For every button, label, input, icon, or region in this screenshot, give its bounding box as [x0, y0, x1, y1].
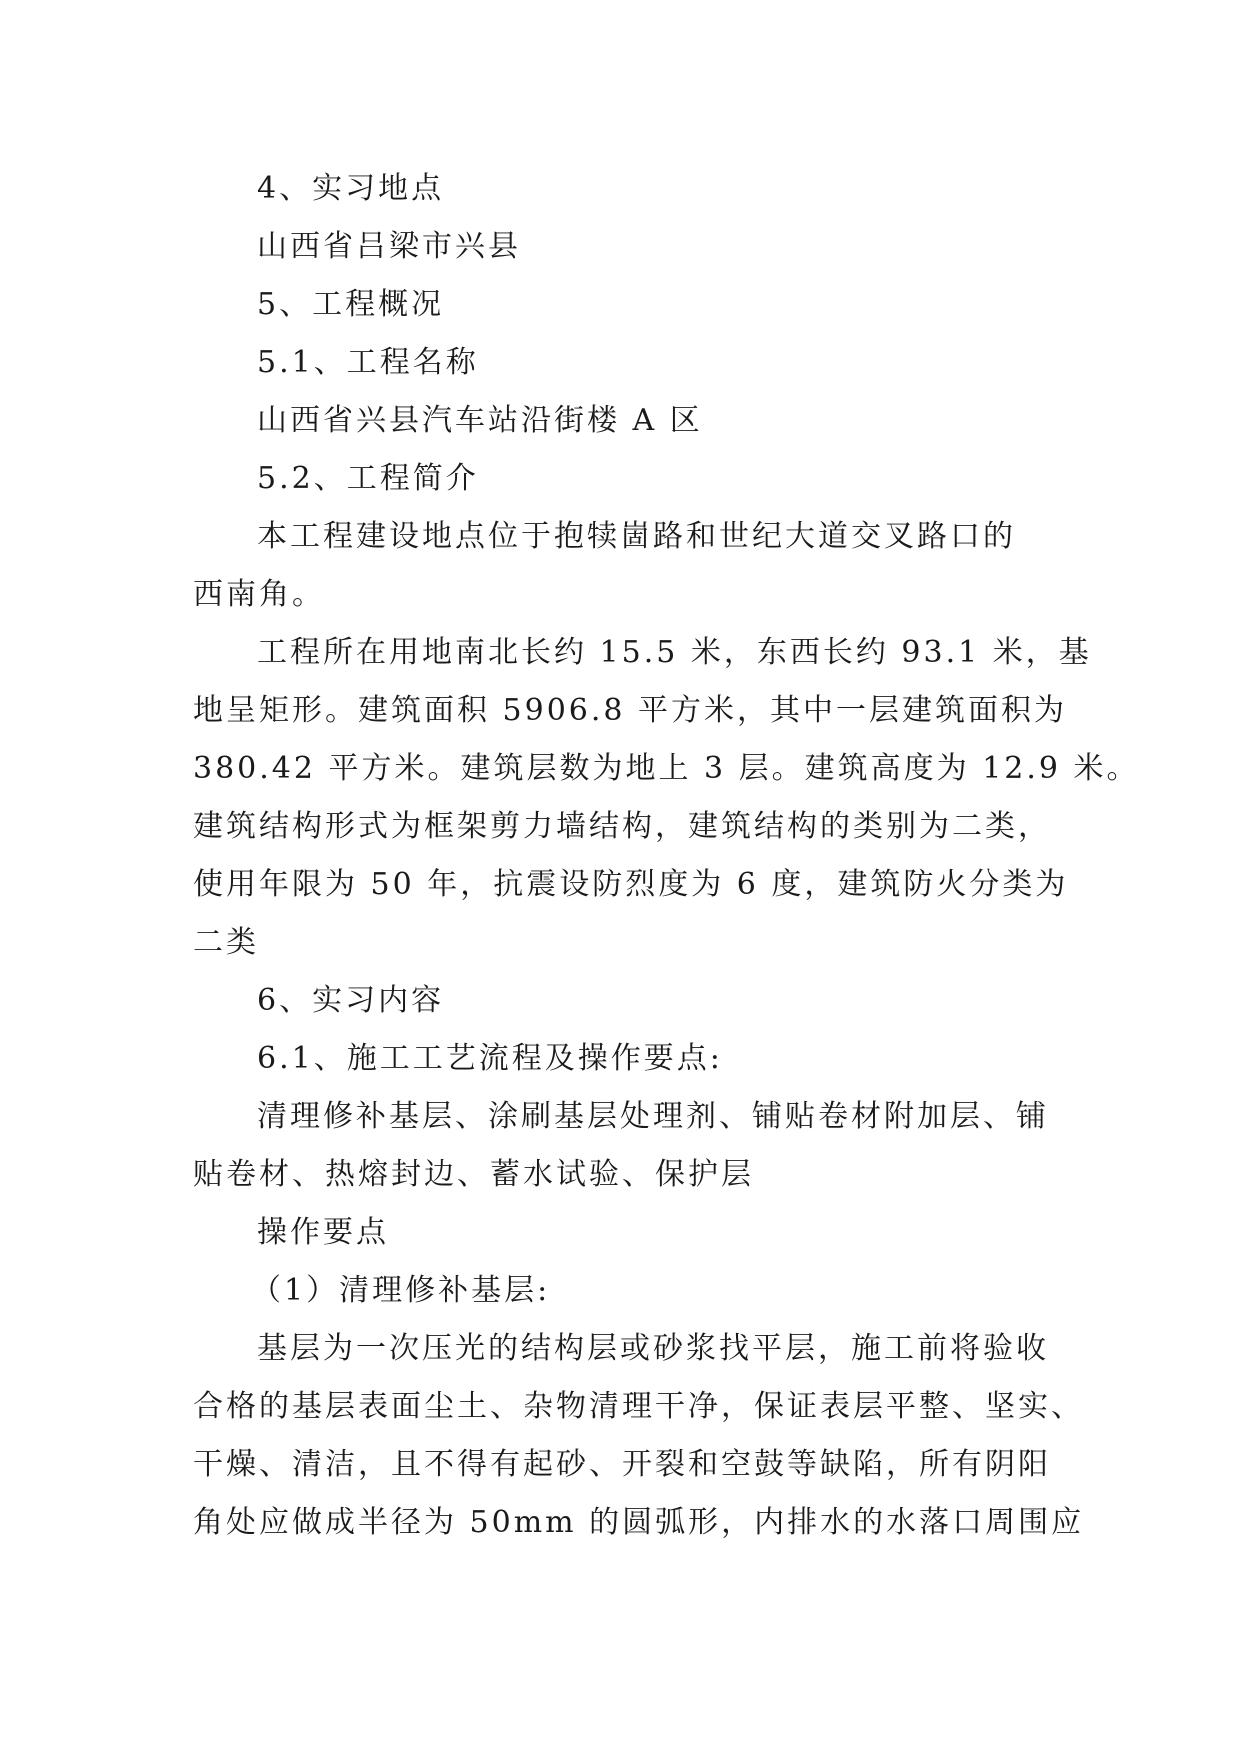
- para-site-line-2: 西南角。: [193, 577, 325, 612]
- para-spec-line-2: 地呈矩形。建筑面积 5906.8 平方米，其中一层建筑面积为: [193, 693, 1068, 728]
- heading-internship-location: 4、实习地点: [257, 171, 445, 206]
- para-spec-line-6: 二类: [193, 925, 259, 960]
- project-name-text: 山西省兴县汽车站沿街楼 A 区: [257, 403, 703, 438]
- para-spec-line-3: 380.42 平方米。建筑层数为地上 3 层。建筑高度为 12.9 米。: [193, 751, 1140, 786]
- heading-project-overview: 5、工程概况: [257, 287, 445, 322]
- heading-operation-points: 操作要点: [257, 1215, 389, 1250]
- para-site-line-1: 本工程建设地点位于抱犊崮路和世纪大道交叉路口的: [257, 519, 1016, 554]
- para-spec-line-4: 建筑结构形式为框架剪力墙结构，建筑结构的类别为二类，: [193, 809, 1051, 844]
- para-process-line-1: 清理修补基层、涂刷基层处理剂、铺贴卷材附加层、铺: [257, 1099, 1049, 1134]
- para-process-line-2: 贴卷材、热熔封边、蓄水试验、保护层: [193, 1157, 754, 1192]
- heading-internship-content: 6、实习内容: [257, 983, 445, 1018]
- document-body: [193, 160, 1140, 1552]
- heading-project-name: 5.1、工程名称: [257, 345, 479, 380]
- heading-item-1: （1）清理修补基层:: [251, 1273, 551, 1308]
- para-base-line-3: 干燥、清洁，且不得有起砂、开裂和空鼓等缺陷，所有阴阳: [193, 1447, 1051, 1482]
- para-spec-line-5: 使用年限为 50 年，抗震设防烈度为 6 度，建筑防火分类为: [193, 867, 1069, 902]
- para-base-line-4: 角处应做成半径为 50mm 的圆弧形，内排水的水落口周围应: [193, 1505, 1085, 1540]
- para-spec-line-1: 工程所在用地南北长约 15.5 米，东西长约 93.1 米，基: [257, 635, 1092, 670]
- location-text: 山西省吕梁市兴县: [257, 229, 521, 264]
- heading-process-flow: 6.1、施工工艺流程及操作要点:: [257, 1041, 723, 1076]
- para-base-line-2: 合格的基层表面尘土、杂物清理干净，保证表层平整、坚实、: [193, 1389, 1084, 1424]
- para-base-line-1: 基层为一次压光的结构层或砂浆找平层，施工前将验收: [257, 1331, 1049, 1366]
- heading-project-intro: 5.2、工程简介: [257, 461, 479, 496]
